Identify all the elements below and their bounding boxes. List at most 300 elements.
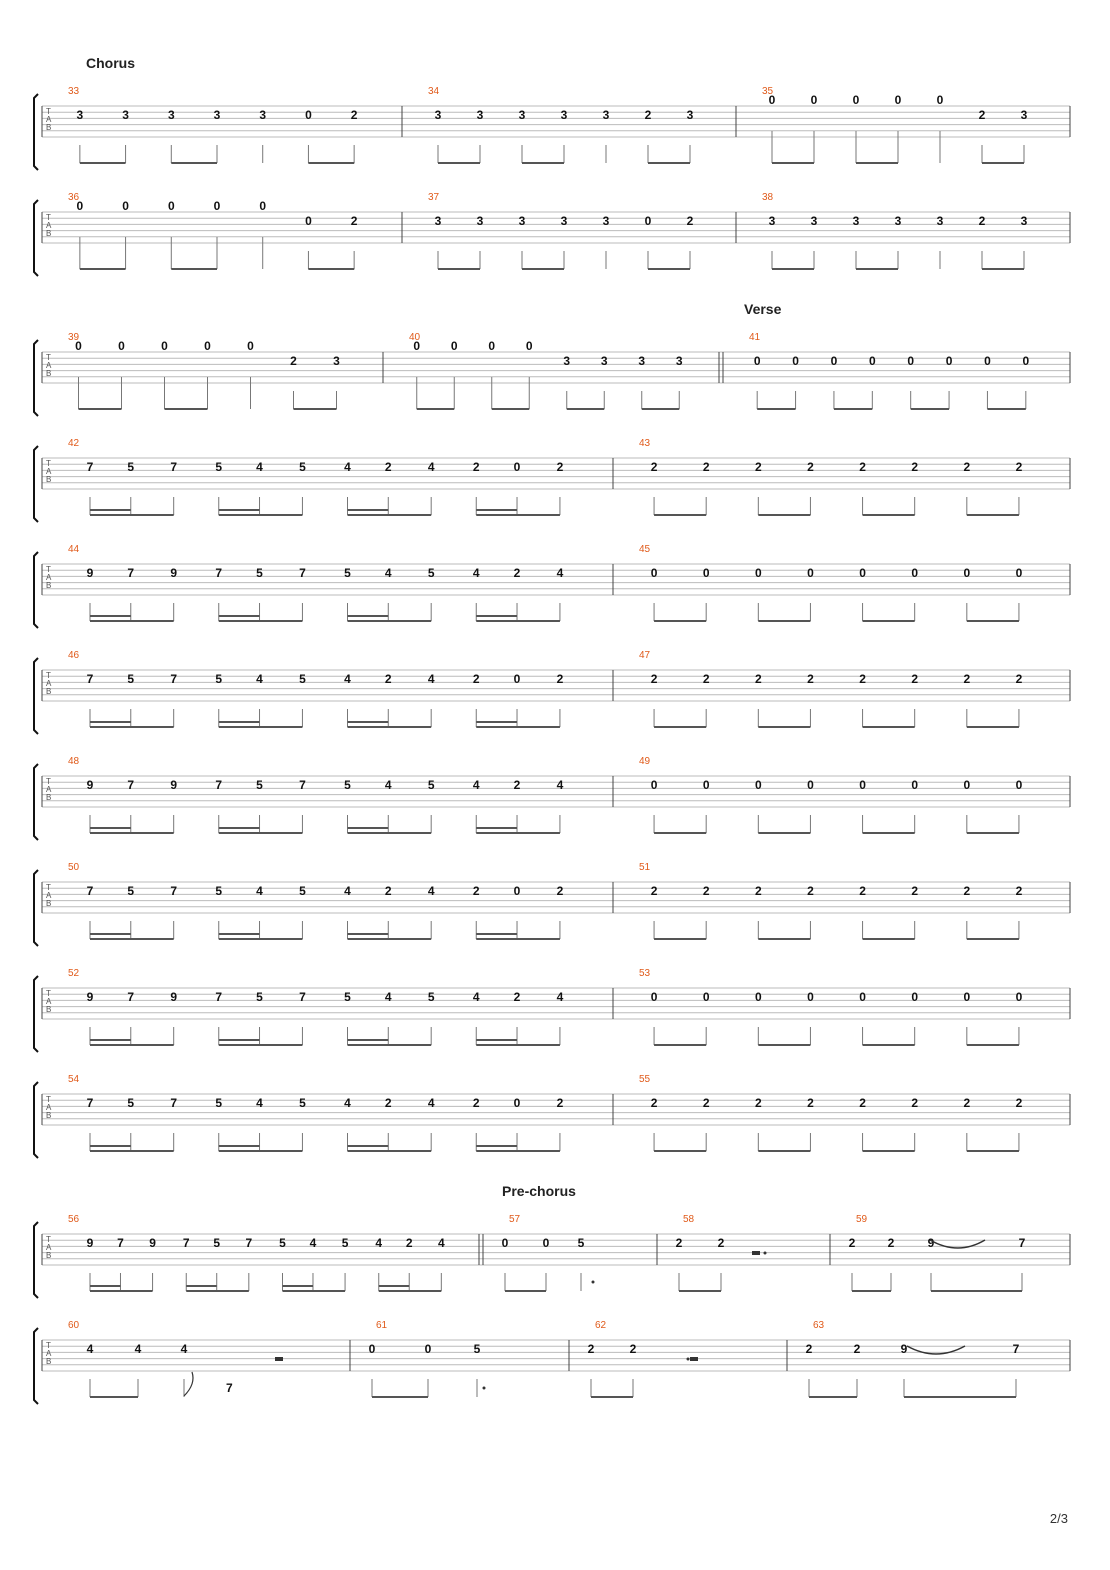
fret-number: 0 xyxy=(161,339,168,353)
fret-number: 4 xyxy=(256,460,263,474)
measure-number: 41 xyxy=(749,332,761,343)
fret-number: 2 xyxy=(807,1096,814,1110)
fret-number: 0 xyxy=(754,778,762,792)
tab-clef-letter: B xyxy=(46,369,52,378)
fret-number: 0 xyxy=(76,199,84,213)
measure-number: 54 xyxy=(68,1074,80,1085)
fret-number: 0 xyxy=(513,1096,521,1110)
measure-number: 35 xyxy=(762,86,774,97)
fret-number: 4 xyxy=(384,990,392,1004)
fret-number: 5 xyxy=(344,778,351,792)
fret-number: 2 xyxy=(911,672,919,686)
fret-number: 5 xyxy=(427,566,435,580)
augmentation-dot xyxy=(687,1358,690,1361)
tab-system xyxy=(34,968,1070,1052)
fret-number: 0 xyxy=(859,778,866,792)
fret-number: 2 xyxy=(911,1096,919,1110)
measure-number: 45 xyxy=(639,544,651,555)
fret-number: 2 xyxy=(859,672,866,686)
measure-number: 33 xyxy=(68,86,80,97)
fret-number: 3 xyxy=(1020,108,1028,122)
fret-number: 7 xyxy=(215,990,223,1004)
fret-number: 0 xyxy=(305,108,312,122)
tab-system xyxy=(34,756,1070,840)
fret-number: 3 xyxy=(936,214,944,228)
fret-number: 7 xyxy=(245,1236,253,1250)
tab-clef-letter: T xyxy=(46,1235,51,1244)
fret-number: 9 xyxy=(86,1236,94,1250)
fret-number: 2 xyxy=(807,460,814,474)
system-bracket xyxy=(34,658,38,734)
system-bracket xyxy=(34,340,38,416)
fret-number: 7 xyxy=(170,884,178,898)
fret-number: 4 xyxy=(344,1096,351,1110)
fret-number: 7 xyxy=(299,990,306,1004)
fret-number: 7 xyxy=(127,778,135,792)
augmentation-dot xyxy=(483,1387,486,1390)
measure-number: 55 xyxy=(639,1074,651,1085)
measure-number: 39 xyxy=(68,332,80,343)
fret-number: 0 xyxy=(868,354,876,368)
page-number: 2/3 xyxy=(1049,1511,1068,1526)
fret-number: 7 xyxy=(1018,1236,1026,1250)
fret-number: 0 xyxy=(792,354,799,368)
section-label: Verse xyxy=(744,301,782,317)
fret-number: 5 xyxy=(344,990,351,1004)
tab-system xyxy=(34,192,1070,276)
fret-number: 2 xyxy=(350,108,358,122)
fret-number: 5 xyxy=(279,1236,286,1250)
fret-number: 5 xyxy=(427,778,435,792)
fret-number: 3 xyxy=(476,214,484,228)
fret-number: 0 xyxy=(911,778,919,792)
fret-number: 0 xyxy=(305,214,312,228)
tab-clef-letter: A xyxy=(46,891,52,900)
fret-number: 4 xyxy=(556,778,564,792)
system-bracket xyxy=(34,552,38,628)
measure-number: 36 xyxy=(68,192,80,203)
tab-clef-letter: A xyxy=(46,1243,52,1252)
fret-number: 2 xyxy=(350,214,358,228)
fret-number: 2 xyxy=(650,460,658,474)
fret-number: 2 xyxy=(702,884,710,898)
fret-number: 2 xyxy=(644,108,652,122)
fret-number: 3 xyxy=(434,214,442,228)
fret-number: 4 xyxy=(309,1236,317,1250)
fret-number: 0 xyxy=(984,354,991,368)
fret-number: 2 xyxy=(1015,460,1023,474)
fret-number: 2 xyxy=(556,884,564,898)
fret-number: 4 xyxy=(472,778,480,792)
measure-number: 58 xyxy=(683,1214,695,1225)
measure-number: 34 xyxy=(428,86,440,97)
fret-number: 7 xyxy=(182,1236,190,1250)
fret-number: 0 xyxy=(754,990,762,1004)
fret-number: 3 xyxy=(638,354,646,368)
fret-number: 5 xyxy=(256,566,263,580)
fret-number: 9 xyxy=(927,1236,935,1250)
measure-number: 61 xyxy=(376,1320,388,1331)
fret-number: 0 xyxy=(424,1342,432,1356)
fret-number: 0 xyxy=(807,566,814,580)
fret-number: 9 xyxy=(170,990,178,1004)
fret-number: 0 xyxy=(167,199,175,213)
measure-number: 51 xyxy=(639,862,651,873)
fret-number: 0 xyxy=(75,339,82,353)
tab-clef-letter: T xyxy=(46,107,51,116)
fret-number: 0 xyxy=(810,93,818,107)
tab-clef-letter: B xyxy=(46,581,52,590)
fret-number: 2 xyxy=(805,1342,813,1356)
fret-number: 2 xyxy=(513,990,521,1004)
fret-number: 7 xyxy=(170,460,178,474)
fret-number: 4 xyxy=(344,460,351,474)
fret-number: 7 xyxy=(299,778,306,792)
measure-number: 50 xyxy=(68,862,80,873)
fret-number: 4 xyxy=(472,990,480,1004)
fret-number: 0 xyxy=(754,566,762,580)
tab-clef-letter: B xyxy=(46,475,52,484)
fret-number: 0 xyxy=(1022,354,1030,368)
fret-number: 2 xyxy=(754,460,762,474)
fret-number: 0 xyxy=(650,778,658,792)
fret-number: 0 xyxy=(1015,778,1023,792)
fret-number: 0 xyxy=(118,339,125,353)
fret-number: 0 xyxy=(259,199,267,213)
fret-number: 2 xyxy=(807,884,814,898)
fret-number: 3 xyxy=(476,108,484,122)
fret-number: 0 xyxy=(852,93,860,107)
fret-number: 9 xyxy=(149,1236,156,1250)
fret-number: 3 xyxy=(333,354,340,368)
fret-number: 2 xyxy=(384,1096,392,1110)
fret-number: 2 xyxy=(963,460,971,474)
fret-number: 0 xyxy=(830,354,838,368)
fret-number: 0 xyxy=(907,354,915,368)
fret-number: 0 xyxy=(450,339,458,353)
fret-number: 2 xyxy=(513,778,521,792)
tab-system xyxy=(34,1183,1070,1298)
fret-number: 3 xyxy=(122,108,129,122)
system-bracket xyxy=(34,1082,38,1158)
fret-number: 4 xyxy=(437,1236,445,1250)
fret-number: 0 xyxy=(1015,990,1023,1004)
fret-number: 4 xyxy=(375,1236,383,1250)
fret-number: 2 xyxy=(717,1236,725,1250)
fret-number: 9 xyxy=(900,1342,908,1356)
fret-number: 5 xyxy=(215,884,223,898)
measure-number: 57 xyxy=(509,1214,521,1225)
fret-number: 2 xyxy=(472,884,480,898)
fret-number: 0 xyxy=(213,199,221,213)
fret-number: 3 xyxy=(686,108,694,122)
fret-number: 2 xyxy=(859,884,866,898)
fret-number: 2 xyxy=(384,672,392,686)
tab-clef-letter: A xyxy=(46,467,52,476)
tab-clef-letter: A xyxy=(46,1349,52,1358)
tab-system xyxy=(34,544,1070,628)
fret-number: 2 xyxy=(405,1236,413,1250)
fret-number: 2 xyxy=(859,1096,866,1110)
fret-number: 3 xyxy=(602,214,610,228)
tab-clef-letter: A xyxy=(46,997,52,1006)
fret-number: 2 xyxy=(472,460,480,474)
fret-number: 4 xyxy=(180,1342,188,1356)
half-rest xyxy=(275,1357,283,1361)
fret-number: 2 xyxy=(556,672,564,686)
fret-number: 0 xyxy=(513,884,521,898)
fret-number: 7 xyxy=(86,672,94,686)
fret-number: 2 xyxy=(754,1096,762,1110)
fret-number: 4 xyxy=(472,566,480,580)
fret-number: 7 xyxy=(127,566,135,580)
measure-number: 44 xyxy=(68,544,80,555)
fret-number: 2 xyxy=(978,108,986,122)
fret-number: 0 xyxy=(413,339,421,353)
fret-number: 2 xyxy=(911,884,919,898)
fret-number: 2 xyxy=(754,672,762,686)
tab-clef-letter: T xyxy=(46,671,51,680)
fret-number: 0 xyxy=(513,672,521,686)
fret-number: 4 xyxy=(427,460,435,474)
system-bracket xyxy=(34,1222,38,1298)
fret-number: 9 xyxy=(86,566,94,580)
fret-number: 2 xyxy=(978,214,986,228)
fret-number: 3 xyxy=(167,108,175,122)
fret-number: 5 xyxy=(215,672,223,686)
fret-number: 5 xyxy=(577,1236,585,1250)
fret-number: 0 xyxy=(702,990,710,1004)
fret-number: 4 xyxy=(344,884,351,898)
fret-number: 0 xyxy=(859,566,866,580)
measure-number: 40 xyxy=(409,332,421,343)
fret-number: 2 xyxy=(556,1096,564,1110)
fret-number: 0 xyxy=(1015,566,1023,580)
fret-number: 4 xyxy=(427,672,435,686)
fret-number: 2 xyxy=(702,672,710,686)
fret-number: 3 xyxy=(675,354,683,368)
fret-number: 0 xyxy=(911,990,919,1004)
fret-number: 3 xyxy=(894,214,902,228)
fret-number: 2 xyxy=(675,1236,683,1250)
eighth-rest: 7 xyxy=(226,1381,233,1395)
fret-number: 4 xyxy=(384,778,392,792)
system-bracket xyxy=(34,200,38,276)
fret-number: 2 xyxy=(650,1096,658,1110)
fret-number: 0 xyxy=(963,778,971,792)
fret-number: 2 xyxy=(853,1342,861,1356)
fret-number: 0 xyxy=(936,93,944,107)
fret-number: 9 xyxy=(170,566,178,580)
fret-number: 5 xyxy=(299,1096,306,1110)
fret-number: 7 xyxy=(170,672,178,686)
fret-number: 2 xyxy=(963,672,971,686)
fret-number: 7 xyxy=(86,884,94,898)
fret-number: 5 xyxy=(341,1236,349,1250)
system-bracket xyxy=(34,976,38,1052)
fret-number: 3 xyxy=(518,214,526,228)
measure-number: 48 xyxy=(68,756,80,767)
tab-clef-letter: A xyxy=(46,1103,52,1112)
fret-number: 5 xyxy=(215,1096,223,1110)
tab-clef-letter: B xyxy=(46,899,52,908)
fret-number: 4 xyxy=(256,884,263,898)
tab-clef-letter: B xyxy=(46,1251,52,1260)
tab-clef-letter: T xyxy=(46,353,51,362)
measure-number: 56 xyxy=(68,1214,80,1225)
fret-number: 2 xyxy=(513,566,521,580)
fret-number: 3 xyxy=(213,108,221,122)
system-bracket xyxy=(34,446,38,522)
tab-clef-letter: T xyxy=(46,565,51,574)
fret-number: 2 xyxy=(887,1236,895,1250)
half-rest xyxy=(690,1357,698,1361)
tab-clef-letter: A xyxy=(46,115,52,124)
section-label: Pre-chorus xyxy=(502,1183,576,1199)
fret-number: 3 xyxy=(563,354,571,368)
tab-system xyxy=(34,55,1070,170)
measure-number: 62 xyxy=(595,1320,607,1331)
fret-number: 5 xyxy=(213,1236,221,1250)
measure-number: 49 xyxy=(639,756,651,767)
tab-clef-letter: T xyxy=(46,1341,51,1350)
fret-number: 2 xyxy=(290,354,297,368)
fret-number: 4 xyxy=(134,1342,142,1356)
tab-clef-letter: A xyxy=(46,785,52,794)
measure-number: 42 xyxy=(68,438,80,449)
fret-number: 2 xyxy=(686,214,694,228)
tab-clef-letter: B xyxy=(46,793,52,802)
section-label: Chorus xyxy=(86,55,135,71)
tab-clef-letter: T xyxy=(46,777,51,786)
fret-number: 3 xyxy=(560,214,568,228)
fret-number: 3 xyxy=(810,214,818,228)
fret-number: 2 xyxy=(754,884,762,898)
fret-number: 0 xyxy=(650,990,658,1004)
fret-number: 7 xyxy=(299,566,306,580)
fret-number: 5 xyxy=(215,460,223,474)
fret-number: 2 xyxy=(1015,672,1023,686)
fret-number: 3 xyxy=(602,108,610,122)
tab-clef-letter: A xyxy=(46,361,52,370)
measure-number: 63 xyxy=(813,1320,825,1331)
fret-number: 3 xyxy=(560,108,568,122)
fret-number: 5 xyxy=(256,990,263,1004)
fret-number: 0 xyxy=(753,354,761,368)
fret-number: 0 xyxy=(963,566,971,580)
fret-number: 0 xyxy=(768,93,776,107)
measure-number: 46 xyxy=(68,650,80,661)
tab-system xyxy=(34,650,1070,734)
fret-number: 0 xyxy=(501,1236,509,1250)
fret-number: 0 xyxy=(650,566,658,580)
tab-clef-letter: A xyxy=(46,573,52,582)
fret-number: 5 xyxy=(299,672,306,686)
fret-number: 0 xyxy=(702,778,710,792)
fret-number: 4 xyxy=(344,672,351,686)
fret-number: 0 xyxy=(807,990,814,1004)
fret-number: 3 xyxy=(1020,214,1028,228)
fret-number: 5 xyxy=(427,990,435,1004)
fret-number: 3 xyxy=(600,354,608,368)
fret-number: 0 xyxy=(204,339,211,353)
system-bracket xyxy=(34,764,38,840)
tab-system xyxy=(34,438,1070,522)
fret-number: 4 xyxy=(556,990,564,1004)
tab-clef-letter: B xyxy=(46,229,52,238)
fret-number: 3 xyxy=(76,108,84,122)
fret-number: 0 xyxy=(859,990,866,1004)
fret-number: 0 xyxy=(911,566,919,580)
fret-number: 0 xyxy=(894,93,902,107)
tab-clef-letter: T xyxy=(46,989,51,998)
fret-number: 2 xyxy=(556,460,564,474)
fret-number: 2 xyxy=(963,1096,971,1110)
fret-number: 0 xyxy=(122,199,129,213)
half-rest xyxy=(752,1251,760,1255)
fret-number: 0 xyxy=(247,339,254,353)
tab-clef-letter: B xyxy=(46,1357,52,1366)
fret-number: 0 xyxy=(488,339,496,353)
fret-number: 0 xyxy=(644,214,652,228)
fret-number: 7 xyxy=(215,778,223,792)
fret-number: 5 xyxy=(127,460,135,474)
fret-number: 4 xyxy=(256,672,263,686)
fret-number: 2 xyxy=(807,672,814,686)
system-bracket xyxy=(34,1328,38,1404)
fret-number: 4 xyxy=(256,1096,263,1110)
measure-number: 43 xyxy=(639,438,651,449)
fret-number: 2 xyxy=(702,1096,710,1110)
fret-number: 2 xyxy=(384,460,392,474)
fret-number: 5 xyxy=(127,672,135,686)
system-bracket xyxy=(34,94,38,170)
tab-clef-letter: B xyxy=(46,687,52,696)
fret-number: 2 xyxy=(472,672,480,686)
tab-clef-letter: B xyxy=(46,1005,52,1014)
fret-number: 7 xyxy=(127,990,135,1004)
fret-number: 2 xyxy=(963,884,971,898)
fret-number: 7 xyxy=(86,1096,94,1110)
fret-number: 3 xyxy=(518,108,526,122)
measure-number: 37 xyxy=(428,192,440,203)
fret-number: 7 xyxy=(86,460,94,474)
fret-number: 2 xyxy=(384,884,392,898)
fret-number: 7 xyxy=(117,1236,124,1250)
fret-number: 5 xyxy=(344,566,351,580)
fret-number: 4 xyxy=(86,1342,94,1356)
fret-number: 2 xyxy=(1015,1096,1023,1110)
fret-number: 0 xyxy=(807,778,814,792)
tab-system xyxy=(34,862,1070,946)
system-bracket xyxy=(34,870,38,946)
fret-number: 5 xyxy=(127,1096,135,1110)
tab-clef-letter: B xyxy=(46,123,52,132)
fret-number: 5 xyxy=(299,460,306,474)
fret-number: 5 xyxy=(299,884,306,898)
fret-number: 4 xyxy=(427,884,435,898)
fret-number: 7 xyxy=(1012,1342,1020,1356)
fret-number: 9 xyxy=(86,990,94,1004)
measure-number: 52 xyxy=(68,968,80,979)
tab-clef-letter: A xyxy=(46,679,52,688)
fret-number: 4 xyxy=(556,566,564,580)
fret-number: 0 xyxy=(542,1236,550,1250)
fret-number: 2 xyxy=(472,1096,480,1110)
fret-number: 3 xyxy=(768,214,776,228)
fret-number: 2 xyxy=(848,1236,856,1250)
fret-number: 7 xyxy=(215,566,223,580)
